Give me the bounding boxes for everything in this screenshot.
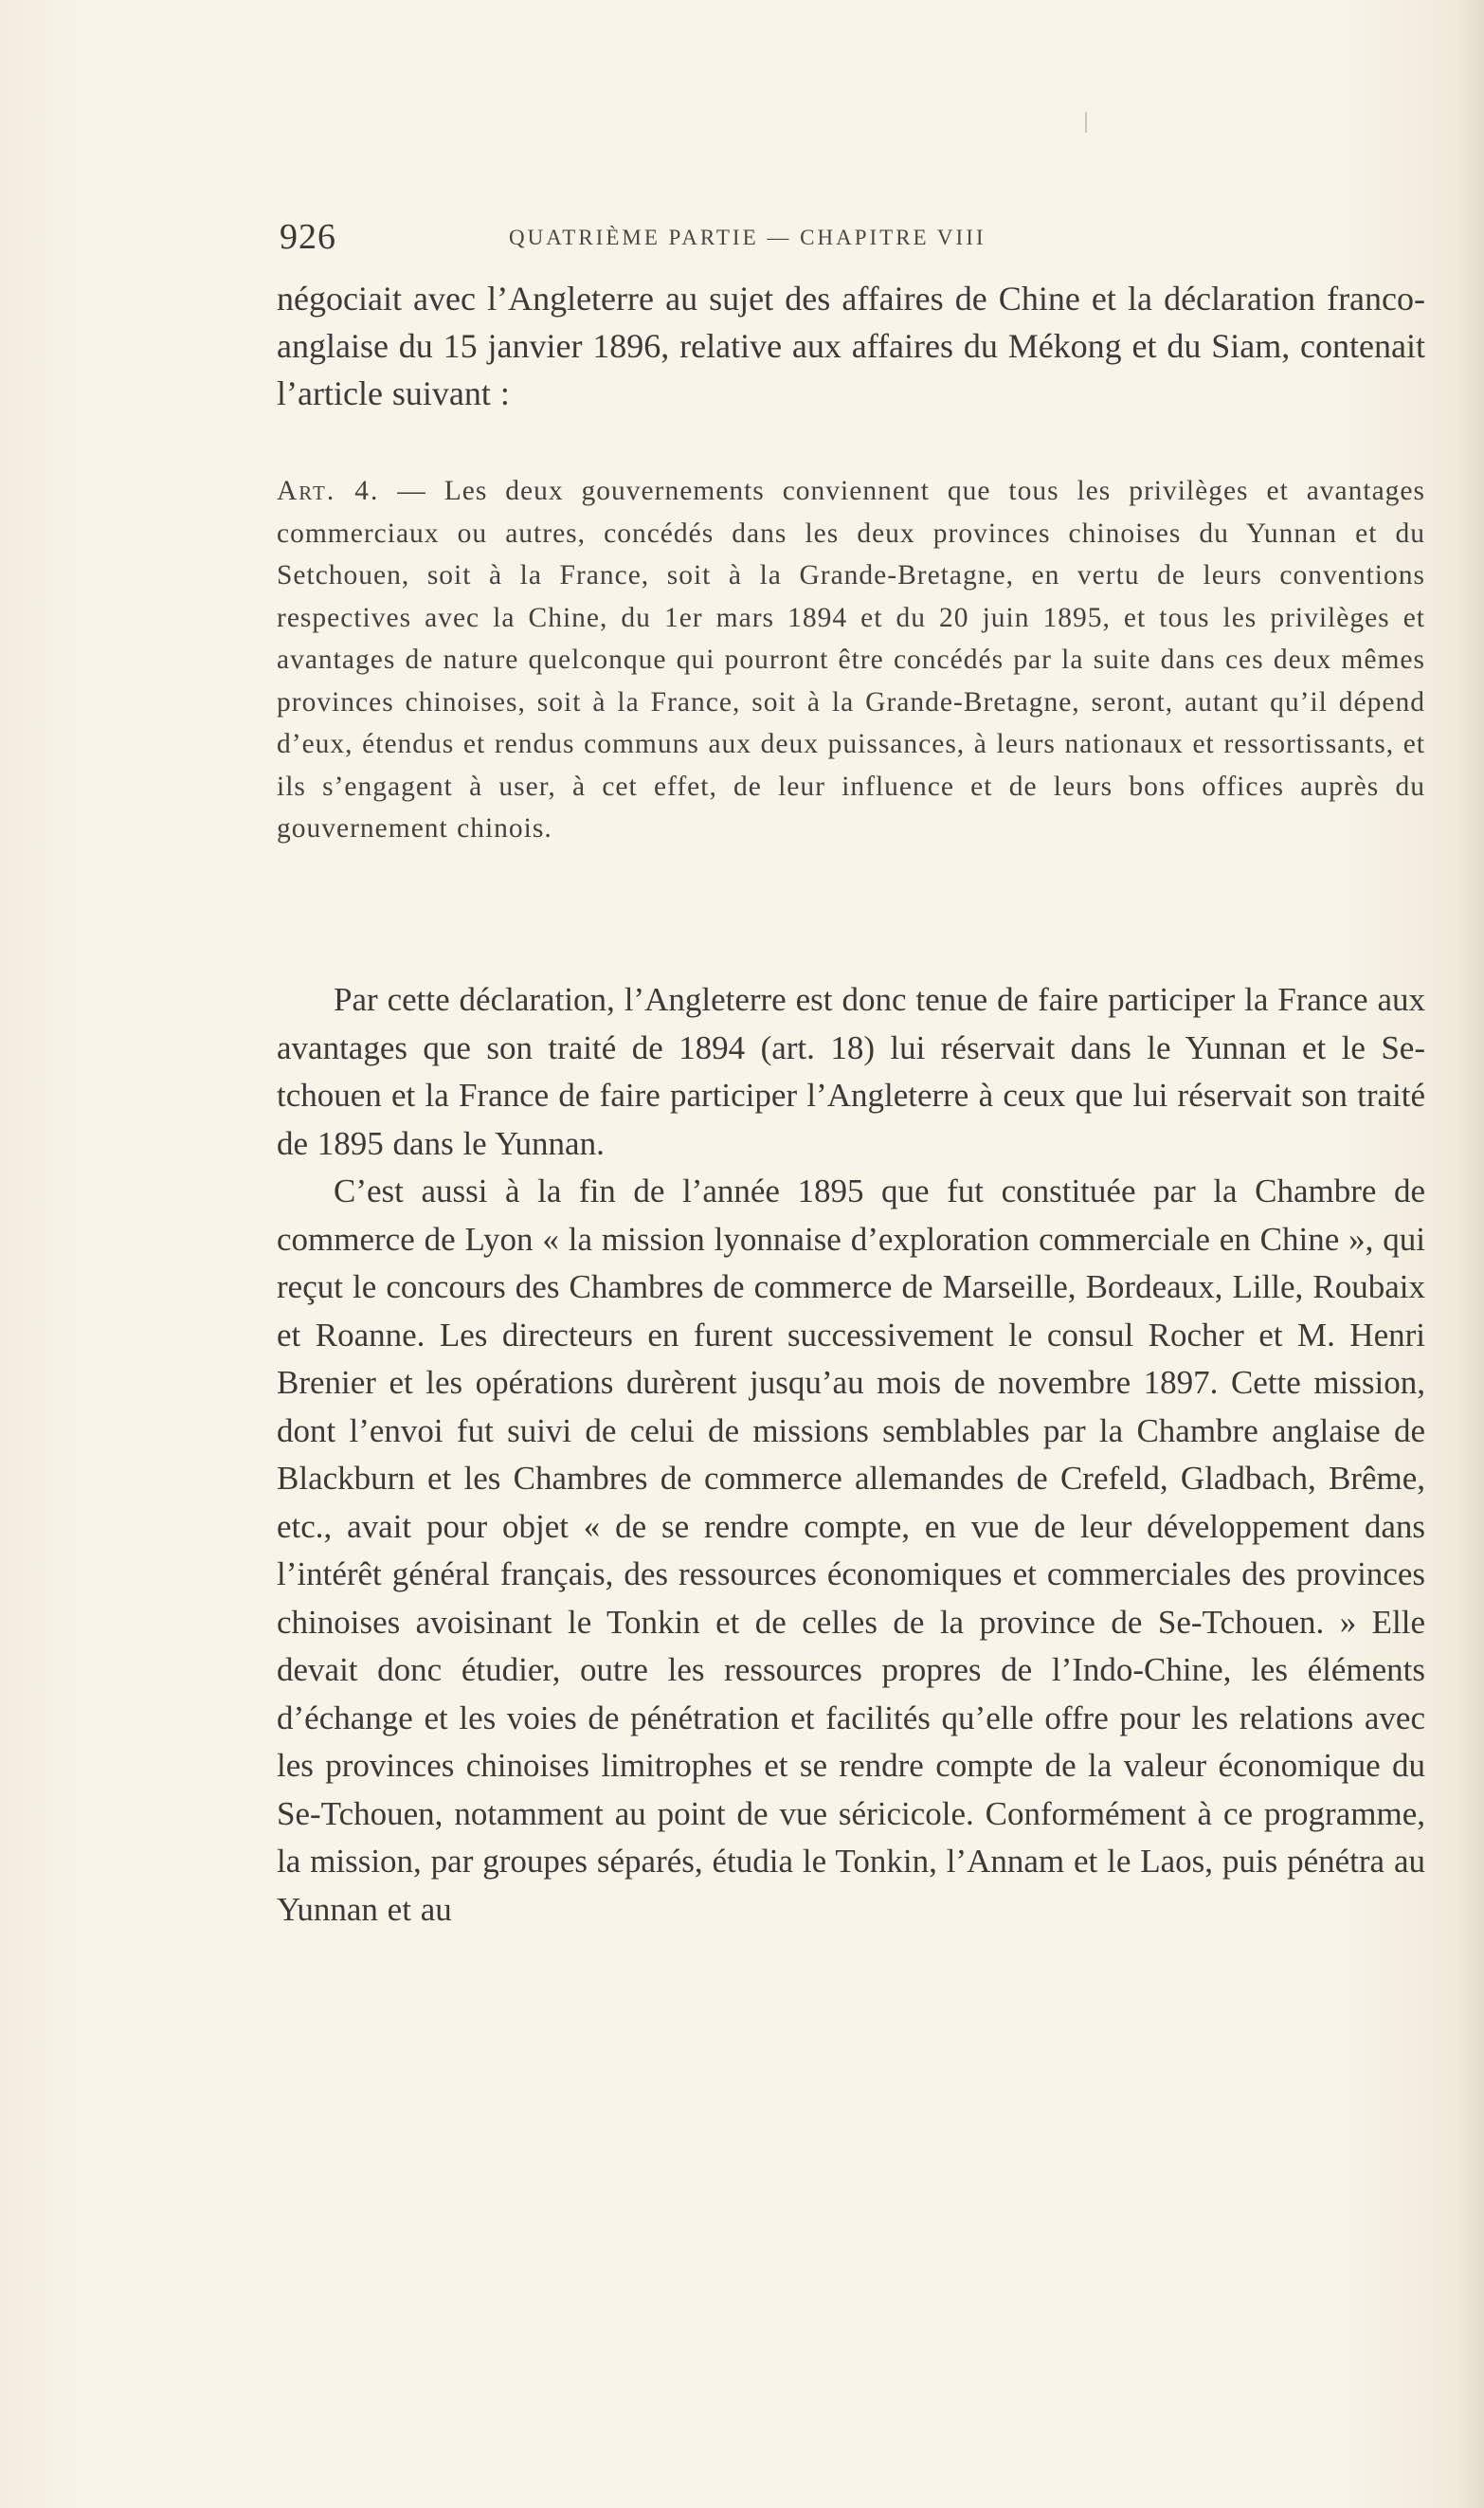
paragraph: C’est aussi à la fin de l’année 1895 que fut constituée par la Chambre de commerce de Lyon « la mission lyonnaise d’exploration commerciale en Chine », qui reçut le concours des Chambres de commerce de Marseille, Bordeaux, Lille, Roubaix et Roanne. Les directeurs en furent successivement le consul Rocher et M. Henri Brenier et les opérations durèrent jusqu’au mois de novembre 1897. Cette mission, dont l’envoi fut suivi de celui de missions semblables par la Chambre anglaise de Blackburn et les Chambres de commerce allemandes de Crefeld, Gladbach, Brême, etc., avait pour objet « de se rendre compte, en vue de leur développement dans l’intérêt général français, des ressources économiques et commerciales des provinces chinoises avoisinant le Tonkin et de celles de la province de Se-Tchouen. » Elle devait donc étudier, outre les ressources propres de l’Indo-Chine, les éléments d’échange et les voies de pénétration et facilités qu’elle offre pour les relations avec les provinces chinoises limitrophes et se rendre compte de la valeur économique du Se-Tchouen, notamment au point de vue séricicole. Conformément à ce programme, la mission, par groupes séparés, étudia le Tonkin, l’Annam et le Laos, puis pénétra au Yunnan et au [277,1172,1425,1928]
article-label: Art. 4. [277,476,380,506]
article-text: — Les deux gouvernements conviennent que tous les privilèges et avantages commerciaux ou autres, concédés dans les deux provinces chinoises du Yunnan et du Setchouen, soit à la France, soit à la Grande-Bretagne, en vertu de leurs conventions respectives avec la Chine, du 1er mars 1894 et du 20 juin 1895, et tous les privilèges et avantages de nature quelconque qui pourront être concédés par la suite dans ces deux mêmes provinces chinoises, soit à la France, soit à la Grande-Bretagne, seront, autant qu’il dépend d’eux, étendus et rendus communs aux deux puissances, à leurs nationaux et ressortissants, et ils s’engagent à user, à cet effet, de leur influence et de leurs bons offices auprès du gouvernement chinois. [277,476,1426,844]
page-number: 926 [280,217,336,257]
main-text [277,976,1425,1934]
page-edge-shadow [1456,0,1484,2508]
running-head [280,216,1137,264]
paper-mark [1085,112,1087,133]
paragraph: Par cette déclaration, l’Angleterre est donc tenue de faire participer la France aux avantages que son traité de 1894 (art. 18) lui réservait dans le Yunnan et le Se-tchouen et la France de faire participer l’Angleterre à ceux que lui réservait son traité de 1895 dans le Yunnan. [277,981,1425,1162]
running-title: QUATRIÈME PARTIE — CHAPITRE VIII [509,226,986,249]
intro-paragraph: négociait avec l’Angleterre au sujet des affaires de Chine et la déclaration franco-anglaise du 15 janvier 1896, relative aux affaires du Mékong et du Siam, contenait l’article suivant : [277,280,1425,412]
article-quote [277,470,1425,850]
